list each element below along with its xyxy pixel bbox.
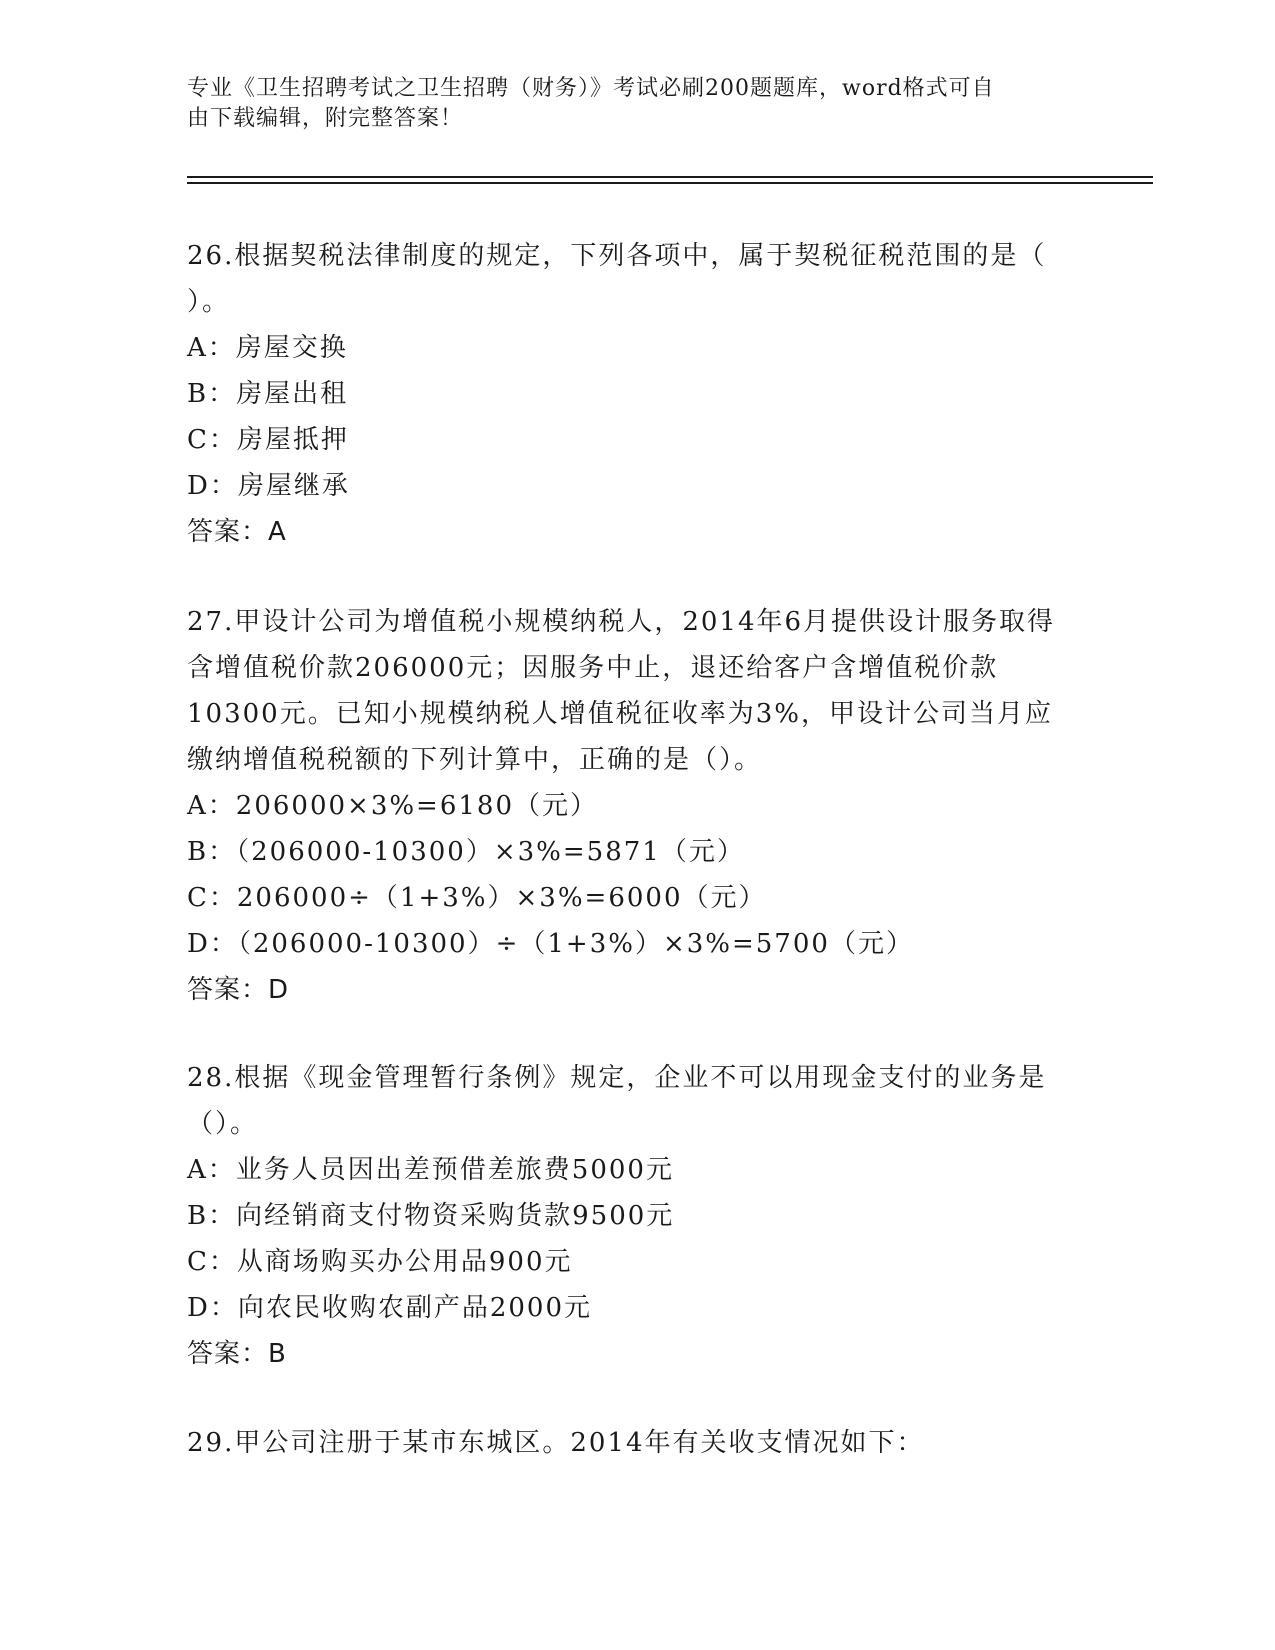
option-c: C：从商场购买办公用品900元 <box>187 1247 573 1277</box>
question-stem-line: 10300元。已知小规模纳税人增值税征收率为3%，甲设计公司当月应 <box>187 699 1053 729</box>
answer: 答案：B <box>187 1339 287 1369</box>
question-stem-line: 27.甲设计公司为增值税小规模纳税人，2014年6月提供设计服务取得 <box>187 607 1056 637</box>
question-stem-line: 缴纳增值税税额的下列计算中，正确的是（）。 <box>187 745 763 775</box>
option-b: B：向经销商支付物资采购货款9500元 <box>187 1201 675 1231</box>
header-divider-bottom <box>187 182 1153 184</box>
option-b: B：（206000-10300）×3%=5871（元） <box>187 837 745 867</box>
question-stem-line: 28.根据《现金管理暂行条例》规定，企业不可以用现金支付的业务是 <box>187 1063 1047 1093</box>
question-stem-line: 含增值税价款206000元；因服务中止，退还给客户含增值税价款 <box>187 653 999 683</box>
option-c: C：206000÷（1+3%）×3%=6000（元） <box>187 883 767 913</box>
option-a: A：206000×3%=6180（元） <box>187 791 599 821</box>
question-stem-line: ）。 <box>187 287 231 317</box>
option-a: A：业务人员因出差预借差旅费5000元 <box>187 1155 674 1185</box>
header-line-1: 专业《卫生招聘考试之卫生招聘（财务）》考试必刷200题题库，word格式可自 <box>187 76 995 101</box>
option-d: D：房屋继承 <box>187 471 350 501</box>
header-divider-top <box>187 176 1153 178</box>
option-a: A：房屋交换 <box>187 333 348 363</box>
question-stem-line: 26.根据契税法律制度的规定，下列各项中，属于契税征税范围的是（ <box>187 241 1047 271</box>
question-26 <box>187 233 1087 555</box>
option-c: C：房屋抵押 <box>187 425 349 455</box>
header-line-2: 由下载编辑，附完整答案！ <box>187 106 464 131</box>
answer: 答案：A <box>187 517 287 547</box>
question-stem-line: 29.甲公司注册于某市东城区。2014年有关收支情况如下： <box>187 1428 925 1458</box>
document-header <box>187 74 1067 134</box>
question-27 <box>187 599 1087 1013</box>
option-b: B：房屋出租 <box>187 379 349 409</box>
answer: 答案：D <box>187 975 290 1005</box>
option-d: D：向农民收购农副产品2000元 <box>187 1293 593 1323</box>
option-d: D：（206000-10300）÷（1+3%）×3%=5700（元） <box>187 929 914 959</box>
question-stem-line: （）。 <box>187 1109 259 1139</box>
question-28 <box>187 1055 1087 1377</box>
question-29 <box>187 1420 1087 1466</box>
